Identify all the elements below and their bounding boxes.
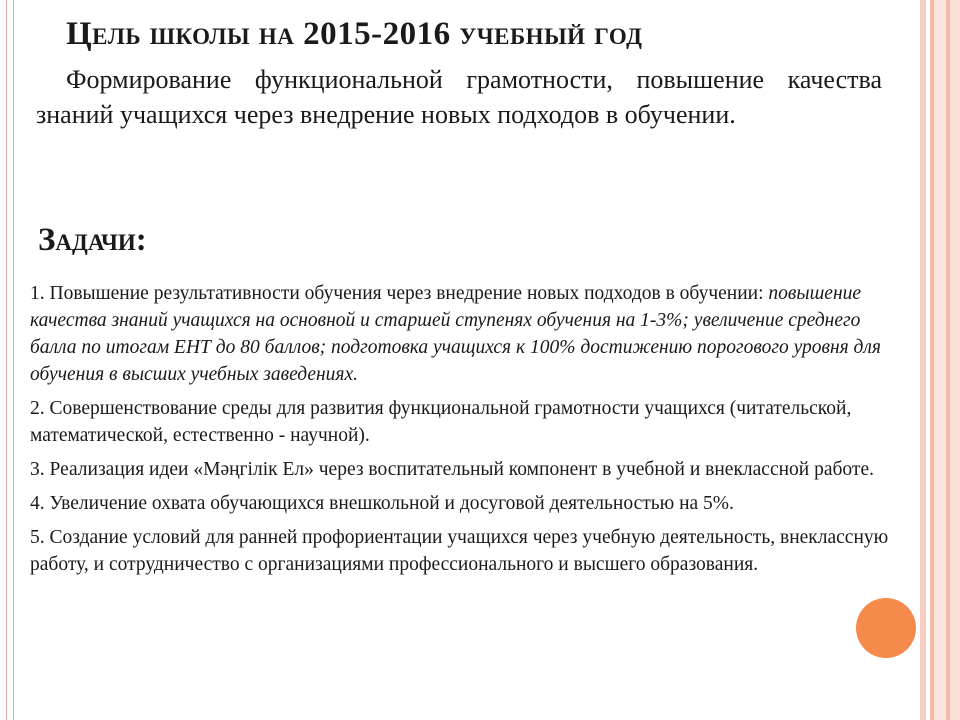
task-item [30, 395, 900, 449]
right-stripe-decoration [950, 0, 960, 720]
goal-text: Формирование функциональной грамотности, повышение качества знаний учащихся через внедрение новых подходов в обучении. [36, 65, 882, 129]
tasks-heading: Задачи: [38, 222, 147, 258]
right-stripe-decoration [934, 0, 946, 720]
left-border-decoration [6, 0, 14, 720]
task-text: 2. Совершенствование среды для развития функциональной грамотности учащихся (читательской, математической, естественно - научной). [30, 398, 852, 446]
task-text: 5. Создание условий для ранней профориентации учащихся через учебную деятельность, внеклассную работу, и сотрудничество с организациями профессионального и высшего образования. [30, 527, 889, 575]
slide-title: Цель школы на 2015-2016 учебный год [66, 16, 643, 52]
task-text: 3. Реализация идеи «Мәңгілік Ел» через воспитательный компонент в учебной и внеклассной работе. [30, 459, 874, 480]
task-text: 1. Повышение результативности обучения через внедрение новых подходов в обучении: [30, 283, 769, 304]
tasks-list [30, 280, 900, 585]
task-item [30, 490, 900, 517]
task-item [30, 280, 900, 388]
right-stripe-decoration [920, 0, 926, 720]
orange-circle-decoration [856, 598, 916, 658]
task-text: 4. Увеличение охвата обучающихся внешкольной и досуговой деятельностью на 5%. [30, 493, 734, 514]
task-item [30, 524, 900, 578]
task-italic-details: повышение качества знаний учащихся на основной и старшей ступенях обучения на 1-3%; увеличение среднего балла по итогам ЕНТ до 80 баллов; подготовка учащихся к 100% достижению порогового уровня для обучения в высших учебных заведениях. [30, 283, 881, 385]
task-item [30, 456, 900, 483]
